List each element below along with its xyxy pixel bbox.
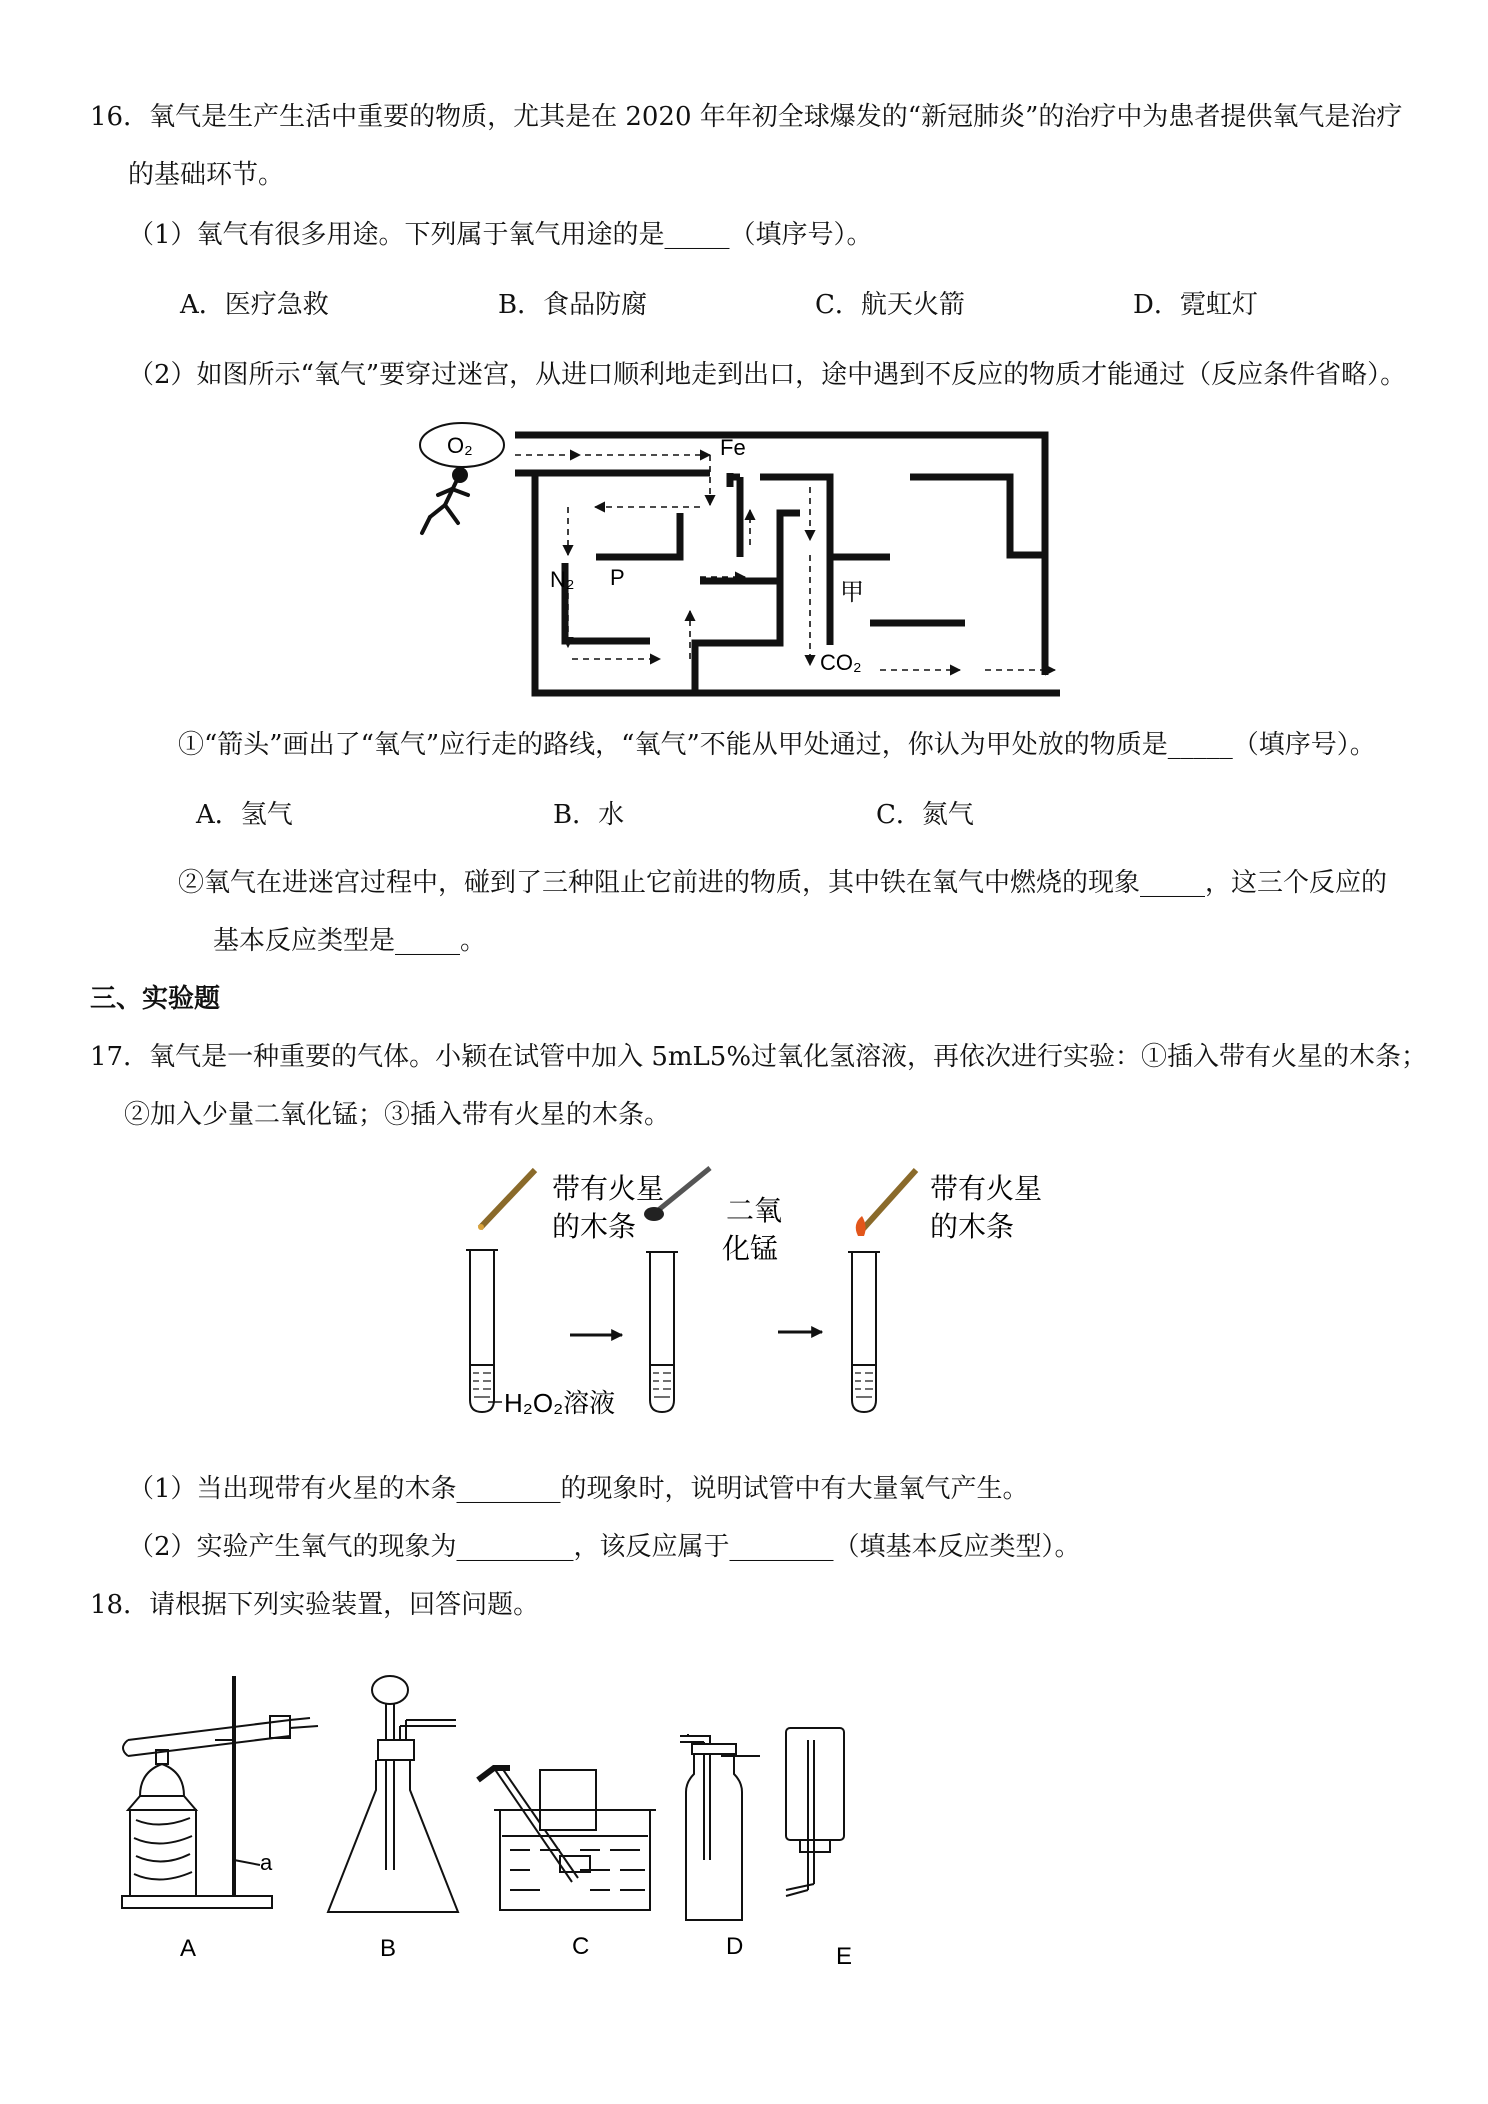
liquid-2 <box>651 1365 673 1397</box>
q17-line1: 17．氧气是一种重要的气体。小颖在试管中加入 5mL5%过氧化氢溶液，再依次进行实验：①插入带有火星的木条； <box>90 1042 1428 1072</box>
maze-label-jia: 甲 <box>840 579 864 606</box>
spark-icon <box>478 1224 484 1230</box>
q16-line2: 的基础环节。 <box>128 160 285 190</box>
splint2-label-b: 的木条 <box>930 1211 1015 1242</box>
q16-sub1: （1）氧气有很多用途。下列属于氧气用途的是_____（填序号）。 <box>128 220 873 250</box>
test-tube-1 <box>470 1250 494 1412</box>
apparatus-b <box>328 1676 458 1912</box>
splint2-label-a: 带有火星 <box>930 1173 1043 1204</box>
maze-figure <box>400 415 1080 705</box>
test-tube-figure <box>460 1160 1060 1430</box>
running-figure-icon <box>422 469 468 533</box>
splint1-label-a: 带有火星 <box>552 1173 665 1204</box>
test-tube-2 <box>650 1252 674 1412</box>
apparatus-d <box>680 1734 760 1920</box>
splint-icon <box>862 1170 916 1230</box>
spoon-icon <box>656 1168 710 1212</box>
apparatus-label-c: C <box>572 1933 590 1960</box>
liquid-1 <box>471 1365 493 1397</box>
q18-line1: 18．请根据下列实验装置，回答问题。 <box>90 1590 540 1620</box>
apparatus-label-e: E <box>836 1943 853 1970</box>
maze-label-co2: CO₂ <box>820 650 862 675</box>
part-label-a: a <box>260 1850 273 1875</box>
apparatus-c <box>478 1768 656 1910</box>
test-tube-3 <box>852 1252 876 1412</box>
q17-line2: ②加入少量二氧化锰；③插入带有火星的木条。 <box>124 1100 671 1130</box>
apparatus-label-a: A <box>180 1935 197 1962</box>
splint-icon <box>480 1170 535 1228</box>
section-title: 三、实验题 <box>90 984 221 1014</box>
q16-line1: 16．氧气是生产生活中重要的物质，尤其是在 2020 年年初全球爆发的“新冠肺炎”的治疗中为患者提供氧气是治疗 <box>90 102 1403 132</box>
q16-question-b1: ②氧气在进迷宫过程中，碰到了三种阻止它前进的物质，其中铁在氧气中燃烧的现象_____，这三个反应的 <box>178 868 1388 898</box>
mno2-label-b: 化锰 <box>722 1233 779 1264</box>
q16-a-option-a: A．氢气 <box>196 800 293 830</box>
q17-sub1: （1）当出现带有火星的木条________的现象时，说明试管中有大量氧气产生。 <box>128 1474 1029 1504</box>
maze-walls <box>515 435 1060 693</box>
q16-sub2: （2）如图所示“氧气”要穿过迷宫，从进口顺利地走到出口，途中遇到不反应的物质才能通过（反应条件省略）。 <box>128 360 1407 390</box>
liquid-3 <box>853 1365 875 1397</box>
apparatus-a <box>122 1676 318 1908</box>
maze-label-fe: Fe <box>720 435 746 460</box>
q16-option-b: B．食品防腐 <box>498 290 648 320</box>
q17-sub2: （2）实验产生氧气的现象为_________，该反应属于________（填基本反应类型）。 <box>128 1532 1081 1562</box>
q16-a-option-b: B．水 <box>553 800 625 830</box>
q16-question-b2: 基本反应类型是_____。 <box>213 926 487 956</box>
apparatus-e <box>786 1728 844 1896</box>
q16-option-a: A．医疗急救 <box>180 290 329 320</box>
flame-icon <box>856 1216 866 1236</box>
o2-label: O₂ <box>447 433 473 458</box>
mno2-label-a: 二氧 <box>726 1195 783 1226</box>
q16-option-d: D．霓虹灯 <box>1133 290 1258 320</box>
q16-option-c: C．航天火箭 <box>815 290 965 320</box>
solution-label: H₂O₂溶液 <box>504 1388 616 1418</box>
maze-label-n2: N₂ <box>550 567 575 592</box>
maze-label-p: P <box>610 565 625 590</box>
splint1-label-b: 的木条 <box>552 1211 637 1242</box>
apparatus-label-d: D <box>726 1933 744 1960</box>
q16-question-a: ①“箭头”画出了“氧气”应行走的路线，“氧气”不能从甲处通过，你认为甲处放的物质是_____（填序号）。 <box>178 730 1376 760</box>
q16-a-option-c: C．氮气 <box>876 800 974 830</box>
apparatus-label-b: B <box>380 1935 397 1962</box>
apparatus-figure <box>110 1660 930 1980</box>
